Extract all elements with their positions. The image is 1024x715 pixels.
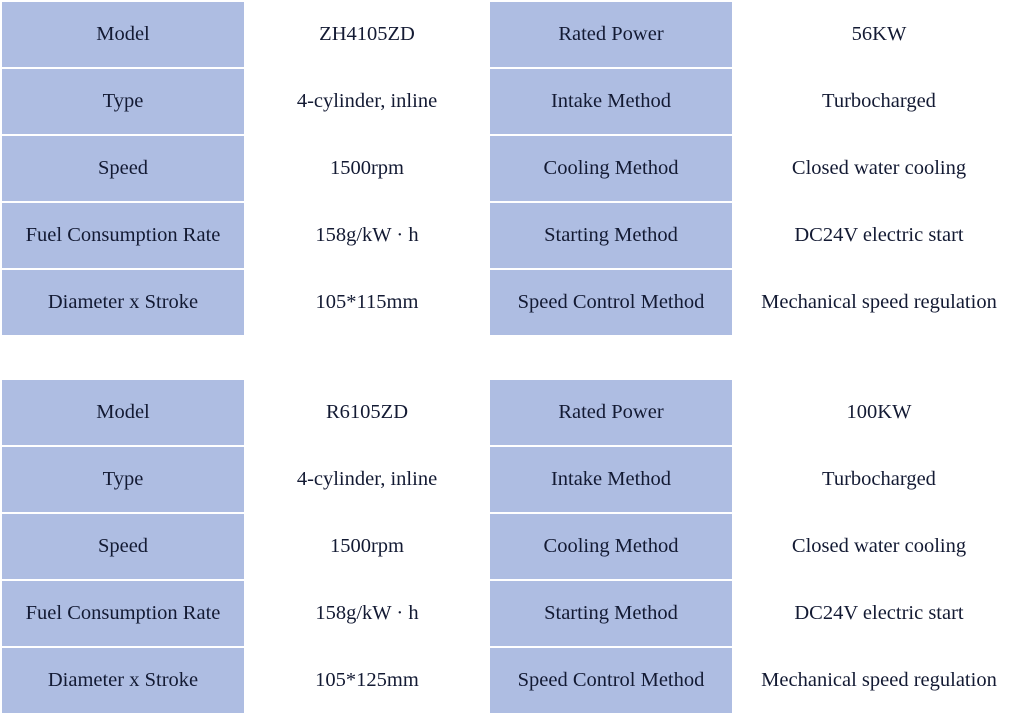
spec-value: 4-cylinder, inline bbox=[245, 68, 489, 135]
spec-label: Model bbox=[1, 1, 245, 68]
spacer-cell bbox=[489, 338, 733, 377]
spec-value: 100KW bbox=[733, 379, 1024, 446]
spec-value: Turbocharged bbox=[733, 446, 1024, 513]
table-row bbox=[1, 202, 1024, 269]
table-row bbox=[1, 379, 1024, 446]
engine-spec-table-1 bbox=[0, 0, 1024, 337]
spec-label: Diameter x Stroke bbox=[1, 269, 245, 336]
spec-value: 56KW bbox=[733, 1, 1024, 68]
spec-label: Speed Control Method bbox=[489, 647, 733, 714]
engine-spec-table-2 bbox=[0, 378, 1024, 715]
table-row bbox=[1, 580, 1024, 647]
spec-label: Model bbox=[1, 379, 245, 446]
spacer-cell bbox=[1, 338, 245, 377]
table-row bbox=[1, 446, 1024, 513]
spec-value: 4-cylinder, inline bbox=[245, 446, 489, 513]
spec-value: Mechanical speed regulation bbox=[733, 647, 1024, 714]
table-row bbox=[1, 68, 1024, 135]
table-row bbox=[1, 513, 1024, 580]
spec-label: Cooling Method bbox=[489, 135, 733, 202]
spec-label: Intake Method bbox=[489, 446, 733, 513]
spec-label: Speed bbox=[1, 513, 245, 580]
spec-value: Closed water cooling bbox=[733, 135, 1024, 202]
spec-value: Closed water cooling bbox=[733, 513, 1024, 580]
spec-label: Intake Method bbox=[489, 68, 733, 135]
spec-label: Type bbox=[1, 446, 245, 513]
spec-label: Cooling Method bbox=[489, 513, 733, 580]
spacer-cell bbox=[733, 338, 1024, 377]
spec-label: Speed bbox=[1, 135, 245, 202]
spec-label: Fuel Consumption Rate bbox=[1, 580, 245, 647]
spec-value: 105*115mm bbox=[245, 269, 489, 336]
table-gap bbox=[0, 337, 1024, 378]
spec-value: R6105ZD bbox=[245, 379, 489, 446]
spec-value: Mechanical speed regulation bbox=[733, 269, 1024, 336]
spec-value: 158g/kW · h bbox=[245, 580, 489, 647]
table-row bbox=[1, 269, 1024, 336]
spec-label: Starting Method bbox=[489, 580, 733, 647]
spec-label: Fuel Consumption Rate bbox=[1, 202, 245, 269]
spec-label: Speed Control Method bbox=[489, 269, 733, 336]
table-row bbox=[1, 135, 1024, 202]
spec-label: Rated Power bbox=[489, 379, 733, 446]
spec-value: 1500rpm bbox=[245, 135, 489, 202]
spec-value: ZH4105ZD bbox=[245, 1, 489, 68]
spec-value: 158g/kW · h bbox=[245, 202, 489, 269]
spec-label: Rated Power bbox=[489, 1, 733, 68]
spec-value: DC24V electric start bbox=[733, 580, 1024, 647]
spec-value: Turbocharged bbox=[733, 68, 1024, 135]
spec-label: Diameter x Stroke bbox=[1, 647, 245, 714]
spacer-row bbox=[1, 338, 1024, 377]
table-row bbox=[1, 647, 1024, 714]
spec-label: Starting Method bbox=[489, 202, 733, 269]
spec-value: DC24V electric start bbox=[733, 202, 1024, 269]
table-row bbox=[1, 1, 1024, 68]
spacer-cell bbox=[245, 338, 489, 377]
spec-value: 105*125mm bbox=[245, 647, 489, 714]
spec-label: Type bbox=[1, 68, 245, 135]
spec-value: 1500rpm bbox=[245, 513, 489, 580]
